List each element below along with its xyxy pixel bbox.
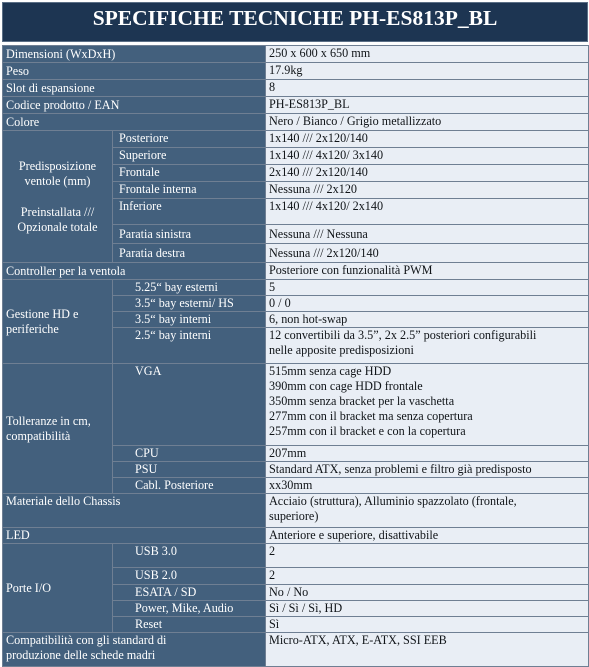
page-title: SPECIFICHE TECNICHE PH-ES813P_BL (2, 2, 588, 42)
value-tolleranze-cpu: 207mm (266, 446, 589, 462)
row-led (3, 528, 589, 544)
value-vga-line1: 515mm senza cage HDD (269, 364, 392, 378)
label-slot: Slot di espansione (3, 80, 266, 97)
sublabel-porte-esata: ESATA / SD (113, 585, 266, 601)
value-materiale (266, 494, 589, 528)
value-compatibilita: Micro-ATX, ATX, E-ATX, SSI EEB (266, 633, 589, 667)
row-materiale (3, 494, 589, 528)
value-porte-reset: Sì (266, 617, 589, 633)
sublabel-ventole-paratia-sinistra: Paratia sinistra (113, 225, 266, 244)
value-porte-usb2: 2 (266, 568, 589, 585)
sublabel-porte-reset: Reset (113, 617, 266, 633)
row-slot (3, 80, 589, 97)
value-dimensioni: 250 x 600 x 650 mm (266, 46, 589, 63)
value-tolleranze-cabl: xx30mm (266, 478, 589, 494)
label-hd-line2: periferiche (6, 321, 59, 336)
value-materiale-line2: superiore) (269, 509, 319, 523)
value-hd-25-interni (266, 328, 589, 364)
sublabel-ventole-frontale-interna: Frontale interna (113, 182, 266, 199)
value-ventole-paratia-sinistra: Nessuna /// Nessuna (266, 225, 589, 244)
label-tolleranze-line1: Tolleranze in cm, (6, 413, 91, 428)
spec-sheet (2, 2, 588, 666)
label-compatibilita-line1: Compatibilità con gli standard di (6, 633, 167, 647)
value-hd-525: 5 (266, 280, 589, 296)
value-led: Anteriore e superiore, disattivabile (266, 528, 589, 544)
label-compatibilita-line2: produzione delle schede madri (6, 648, 156, 662)
value-tolleranze-vga (266, 364, 589, 446)
value-ventole-inferiore: 1x140 /// 4x120/ 2x140 (266, 199, 589, 225)
sublabel-ventole-posteriore: Posteriore (113, 131, 266, 148)
label-hd (3, 280, 113, 364)
value-ventole-superiore: 1x140 /// 4x120/ 3x140 (266, 148, 589, 165)
label-dimensioni: Dimensioni (WxDxH) (3, 46, 266, 63)
label-materiale: Materiale dello Chassis (3, 494, 266, 528)
value-porte-esata: No / No (266, 585, 589, 601)
sublabel-ventole-inferiore: Inferiore (113, 199, 266, 225)
value-hd-35-interni: 6, non hot-swap (266, 312, 589, 328)
label-led: LED (3, 528, 266, 544)
value-ventole-frontale: 2x140 /// 2x120/140 (266, 165, 589, 182)
sublabel-hd-35-interni: 3.5“ bay interni (113, 312, 266, 328)
label-tolleranze-line2: compatibilità (6, 428, 71, 443)
value-controller: Posteriore con funzionalità PWM (266, 263, 589, 280)
value-porte-power: Sì / Sì / Sì, HD (266, 601, 589, 617)
sublabel-ventole-superiore: Superiore (113, 148, 266, 165)
sublabel-hd-525: 5.25“ bay esterni (113, 280, 266, 296)
label-ventole-line4: Opzionale totale (17, 219, 98, 234)
value-vga-line5: 257mm con il bracket e con la copertura (269, 424, 466, 438)
sublabel-ventole-paratia-destra: Paratia destra (113, 244, 266, 263)
row-colore (3, 114, 589, 131)
sublabel-porte-power: Power, Mike, Audio (113, 601, 266, 617)
label-hd-line1: Gestione HD e (6, 306, 79, 321)
label-porte: Porte I/O (3, 544, 113, 633)
value-vga-line2: 390mm con cage HDD frontale (269, 379, 423, 393)
sublabel-tolleranze-cabl: Cabl. Posteriore (113, 478, 266, 494)
sublabel-hd-25-interni: 2.5“ bay interni (113, 328, 266, 364)
value-slot: 8 (266, 80, 589, 97)
row-codice (3, 97, 589, 114)
label-compatibilita (3, 633, 266, 667)
value-materiale-line1: Acciaio (struttura), Alluminio spazzolato (frontale, (269, 494, 517, 508)
label-ventole-line1: Predisposizione (18, 158, 97, 173)
label-ventole-line3: Preinstallata /// (20, 204, 95, 219)
sublabel-porte-usb2: USB 2.0 (113, 568, 266, 585)
label-ventole-line2: ventole (mm) (24, 173, 91, 188)
row-porte-usb3 (3, 544, 589, 568)
sublabel-tolleranze-psu: PSU (113, 462, 266, 478)
sublabel-tolleranze-vga: VGA (113, 364, 266, 446)
row-hd-525 (3, 280, 589, 296)
sublabel-hd-35-esterni: 3.5“ bay esterni/ HS (113, 296, 266, 312)
row-dimensioni (3, 46, 589, 63)
value-ventole-posteriore: 1x140 /// 2x120/140 (266, 131, 589, 148)
label-codice: Codice prodotto / EAN (3, 97, 266, 114)
value-ventole-paratia-destra: Nessuna /// 2x120/140 (266, 244, 589, 263)
value-hd-35-esterni: 0 / 0 (266, 296, 589, 312)
value-vga-line4: 277mm con il bracket ma senza copertura (269, 409, 473, 423)
value-peso: 17.9kg (266, 63, 589, 80)
value-vga-line3: 350mm senza bracket per la vaschetta (269, 394, 455, 408)
value-colore: Nero / Bianco / Grigio metallizzato (266, 114, 589, 131)
label-colore: Colore (3, 114, 266, 131)
sublabel-tolleranze-cpu: CPU (113, 446, 266, 462)
sublabel-ventole-frontale: Frontale (113, 165, 266, 182)
row-ventole-posteriore (3, 131, 589, 148)
row-compatibilita (3, 633, 589, 667)
value-tolleranze-psu: Standard ATX, senza problemi e filtro già predisposto (266, 462, 589, 478)
label-tolleranze (3, 364, 113, 494)
label-peso: Peso (3, 63, 266, 80)
row-controller (3, 263, 589, 280)
label-controller: Controller per la ventola (3, 263, 266, 280)
value-porte-usb3: 2 (266, 544, 589, 568)
value-hd-25-line1: 12 convertibili da 3.5”, 2x 2.5” posteriori configurabili (269, 328, 537, 342)
value-hd-25-line2: nelle apposite predisposizioni (269, 343, 414, 357)
row-peso (3, 63, 589, 80)
value-codice: PH-ES813P_BL (266, 97, 589, 114)
value-ventole-frontale-interna: Nessuna /// 2x120 (266, 182, 589, 199)
row-tolleranze-vga (3, 364, 589, 446)
sublabel-porte-usb3: USB 3.0 (113, 544, 266, 568)
spec-table (2, 45, 589, 667)
label-ventole (3, 131, 113, 263)
